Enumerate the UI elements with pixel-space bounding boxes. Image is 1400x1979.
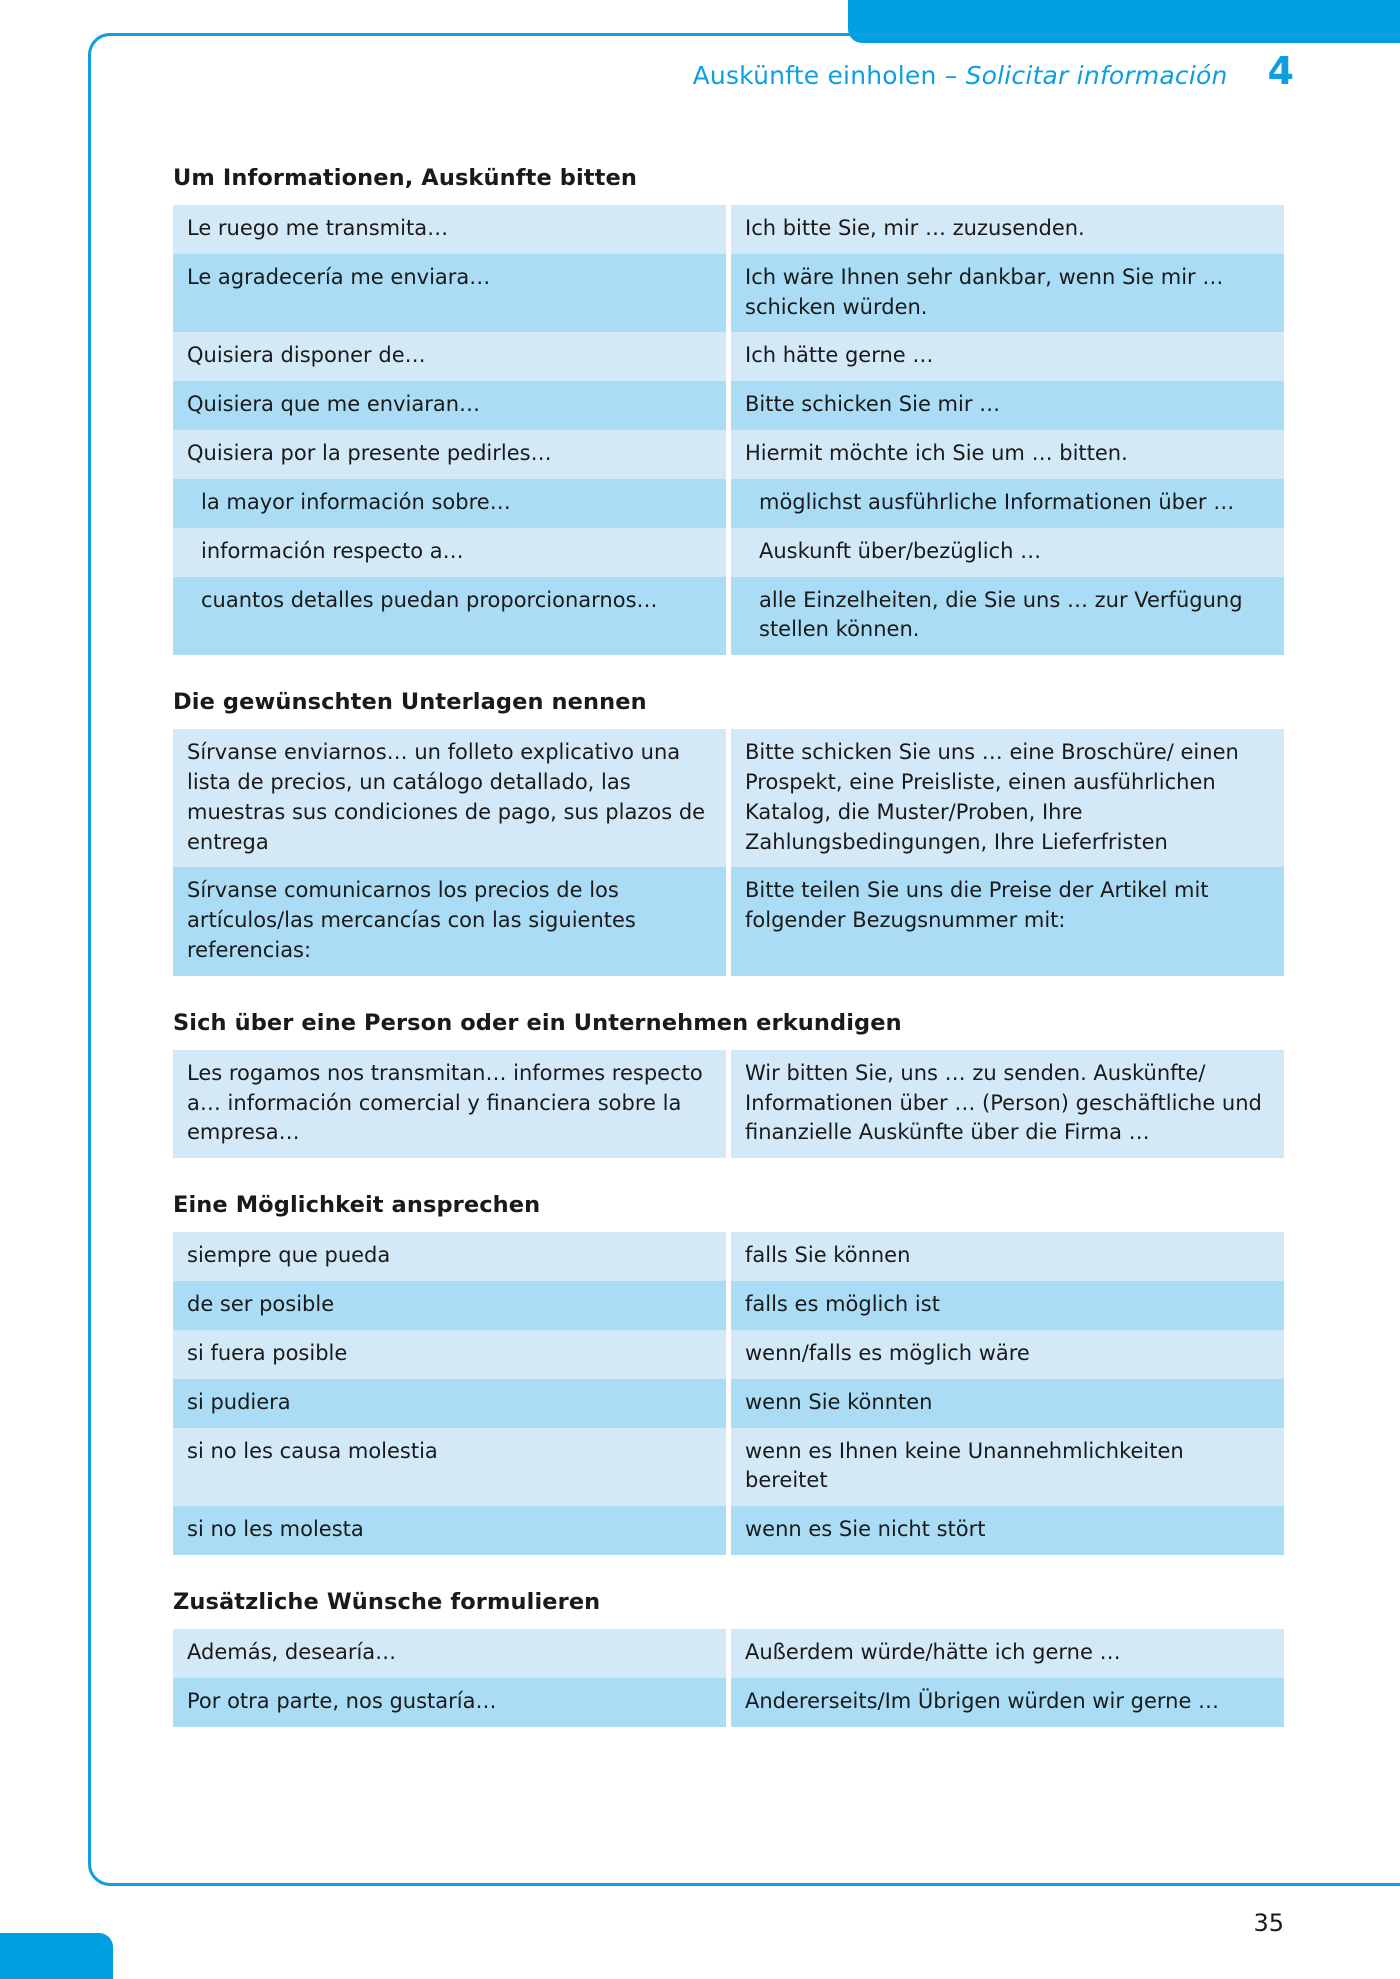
cell-german: falls es möglich ist [731, 1281, 1284, 1330]
table-row [173, 1232, 1284, 1281]
phrase-table [173, 1629, 1284, 1727]
cell-spanish: Les rogamos nos transmitan… informes respecto a… información comercial y financiera sobre la empresa… [173, 1050, 726, 1158]
cell-spanish: Sírvanse enviarnos… un folleto explicativo una lista de precios, un catálogo detallado, las muestras sus condiciones de pago, sus plazos de entrega [173, 729, 726, 867]
table-row [173, 1428, 1284, 1507]
table-row [173, 1050, 1284, 1158]
phrase-section [173, 1589, 1284, 1727]
table-row [173, 1379, 1284, 1428]
cell-german: Bitte teilen Sie uns die Preise der Artikel mit folgender Bezugsnummer mit: [731, 867, 1284, 975]
phrase-section [173, 1010, 1284, 1158]
cell-german: wenn es Ihnen keine Unannehmlichkeiten bereitet [731, 1428, 1284, 1507]
table-row [173, 430, 1284, 479]
cell-german: wenn Sie könnten [731, 1379, 1284, 1428]
table-row [173, 1629, 1284, 1678]
phrase-section [173, 165, 1284, 655]
table-row [173, 528, 1284, 577]
cell-german: Ich wäre Ihnen sehr dankbar, wenn Sie mir … schicken würden. [731, 254, 1284, 333]
cell-spanish: siempre que pueda [173, 1232, 726, 1281]
running-header [0, 49, 1294, 93]
header-title-es: Solicitar información [965, 61, 1228, 90]
cell-spanish: cuantos detalles puedan proporcionarnos… [173, 577, 726, 656]
bottom-left-accent-tab [0, 1933, 113, 1979]
phrase-section [173, 1192, 1284, 1555]
table-row [173, 381, 1284, 430]
cell-spanish: si fuera posible [173, 1330, 726, 1379]
table-row [173, 1506, 1284, 1555]
cell-spanish: Además, desearía… [173, 1629, 726, 1678]
cell-german: Wir bitten Sie, uns … zu senden. Auskünfte/ Informationen über … (Person) geschäftliche und finanzielle Auskünfte über die Firma … [731, 1050, 1284, 1158]
phrase-table [173, 729, 1284, 976]
cell-german: Andererseits/Im Übrigen würden wir gerne … [731, 1678, 1284, 1727]
section-title: Eine Möglichkeit ansprechen [173, 1192, 541, 1219]
table-row [173, 729, 1284, 867]
section-title: Um Informationen, Auskünfte bitten [173, 165, 637, 191]
section-title: Die gewünschten Unterlagen nennen [173, 689, 647, 716]
cell-german: Bitte schicken Sie uns … eine Broschüre/ einen Prospekt, eine Preisliste, einen ausführlichen Katalog, die Muster/Proben, Ihre Zahlungsbedingungen, Ihre Lieferfristen [731, 729, 1284, 867]
header-title [693, 61, 1228, 90]
cell-spanish: si no les molesta [173, 1506, 726, 1555]
cell-spanish: Quisiera disponer de… [173, 332, 726, 381]
cell-german: falls Sie können [731, 1232, 1284, 1281]
header-title-dash: – [944, 61, 958, 90]
section-title: Zusätzliche Wünsche formulieren [173, 1588, 601, 1615]
table-row [173, 332, 1284, 381]
phrase-table [173, 1232, 1284, 1555]
phrase-section [173, 689, 1284, 976]
cell-german: wenn/falls es möglich wäre [731, 1330, 1284, 1379]
cell-spanish: Quisiera que me enviaran… [173, 381, 726, 430]
cell-german: Bitte schicken Sie mir … [731, 381, 1284, 430]
cell-german: Hiermit möchte ich Sie um … bitten. [731, 430, 1284, 479]
phrase-table [173, 1050, 1284, 1158]
top-right-accent-tab [848, 0, 1400, 43]
cell-spanish: si no les causa molestia [173, 1428, 726, 1507]
table-row [173, 577, 1284, 656]
cell-spanish: Le agradecería me enviara… [173, 254, 726, 333]
section-title: Sich über eine Person oder ein Unternehmen erkundigen [173, 1009, 902, 1036]
cell-german: Ich bitte Sie, mir … zuzusenden. [731, 205, 1284, 254]
cell-german: alle Einzelheiten, die Sie uns … zur Verfügung stellen können. [731, 577, 1284, 656]
cell-german: wenn es Sie nicht stört [731, 1506, 1284, 1555]
table-row [173, 867, 1284, 975]
table-row [173, 205, 1284, 254]
table-row [173, 1678, 1284, 1727]
chapter-number: 4 [1267, 49, 1294, 93]
header-title-de: Auskünfte einholen [692, 61, 937, 90]
cell-spanish: la mayor información sobre… [173, 479, 726, 528]
cell-spanish: si pudiera [173, 1379, 726, 1428]
cell-german: möglichst ausführliche Informationen über … [731, 479, 1284, 528]
table-row [173, 479, 1284, 528]
cell-german: Ich hätte gerne … [731, 332, 1284, 381]
cell-german: Außerdem würde/hätte ich gerne … [731, 1629, 1284, 1678]
page-number: 35 [1253, 1909, 1284, 1937]
table-row [173, 254, 1284, 333]
table-row [173, 1281, 1284, 1330]
cell-spanish: Sírvanse comunicarnos los precios de los artículos/las mercancías con las siguientes referencias: [173, 867, 726, 975]
cell-spanish: Le ruego me transmita… [173, 205, 726, 254]
cell-spanish: Quisiera por la presente pedirles… [173, 430, 726, 479]
cell-german: Auskunft über/bezüglich … [731, 528, 1284, 577]
cell-spanish: información respecto a… [173, 528, 726, 577]
phrase-table [173, 205, 1284, 655]
table-row [173, 1330, 1284, 1379]
cell-spanish: Por otra parte, nos gustaría… [173, 1678, 726, 1727]
cell-spanish: de ser posible [173, 1281, 726, 1330]
page-content [173, 165, 1284, 1727]
